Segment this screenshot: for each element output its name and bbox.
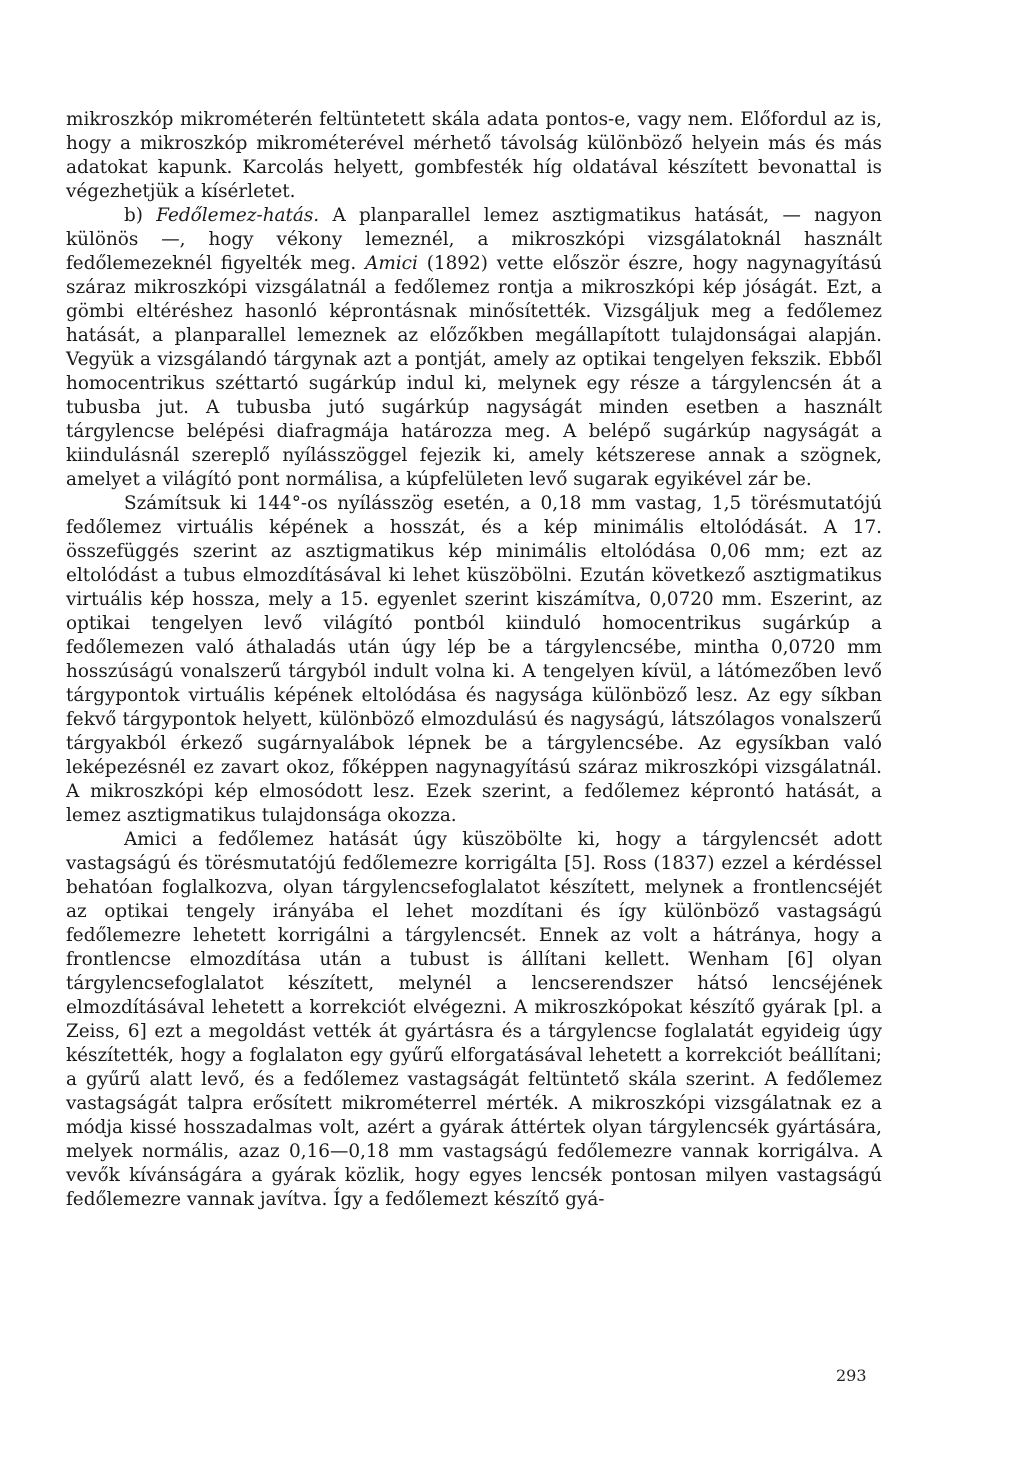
paragraph-2-text-continued: (1892) vette először észre, hogy nagynagyítású száraz mikroszkópi vizsgálatnál a fedőlemez rontja a mikroszkópi kép jóságát. Ezt, a gömbi eltéréshez hasonló képrontásnak minősítették. Vizsgáljuk meg a fedőlemez hatását, a planparallel lemeznek az előzőkben megállapított tulajdonságai alapján. Vegyük a vizsgálandó tárgynak azt a pontját, amely az optikai tengelyen fekszik. Ebből homocentrikus széttartó sugárkúp indul ki, melynek egy része a tárgylencsén át a tubusba jut. A tubusba jutó sugárkúp nagyságát minden esetben a használt tárgylencse belépési diafragmája határozza meg. A belépő sugárkúp nagyságát a kiindulásnál szereplő nyílásszöggel fejezik ki, amely kétszerese annak a szögnek, amelyet a világító pont normálisa, a kúpfelületen levő sugarak egyikével zár be. xyxy=(66,253,882,490)
paragraph-3-text: Számítsuk ki 144°-os nyílásszög esetén, a 0,18 mm vastag, 1,5 törésmutatójú fedőlemez virtuális képének a hosszát, és a kép minimális eltolódását. A 17. összefüggés szerint az asztigmatikus kép minimális eltolódása 0,06 mm; ezt az eltolódást a tubus elmozdításával ki lehet küszöbölni. Ezután következő asztigmatikus virtuális kép hossza, mely a 15. egyenlet szerint kiszámítva, 0,0720 mm. Eszerint, az optikai tengelyen levő világító pontból kiinduló homocentrikus sugárkúp a fedőlemezen való áthaladás után úgy lép be a tárgylencsébe, mintha 0,0720 mm hosszúságú vonalszerű tárgyból indult volna ki. A tengelyen kívül, a látómezőben levő tárgypontok virtuális képének eltolódása és nagysága különböző lesz. Az egy síkban fekvő tárgypontok helyett, különböző elmozdulású és nagyságú, látszólagos vonalszerű tárgyakból érkező sugárnyalábok lépnek be a tárgylencsébe. Az egysíkban való leképezésnél ez zavart okoz, főképpen nagynagyítású száraz mikroszkópi vizsgálatnál. A mikroszkópi kép elmosódott lesz. Ezek szerint, a fedőlemez képrontó hatását, a lemez asztigmatikus tulajdonsága okozza. xyxy=(66,493,882,826)
section-label: b) xyxy=(124,205,157,226)
paragraph-2-text: A planparallel lemez asztigmatikus hatását, — nagyon különös —, hogy vékony lemeznél, a mikroszkópi vizsgálatoknál használt fedőlemezeknél figyelték meg. xyxy=(66,205,882,274)
section-heading: Fedőlemez-hatás. xyxy=(156,205,320,226)
paragraph-4-text: Amici a fedőlemez hatását úgy küszöbölte ki, hogy a tárgylencsét adott vastagságú és törésmutatójú fedőlemezre korrigálta [5]. Ross (1837) ezzel a kérdéssel behatóan foglalkozva, olyan tárgylencsefoglalatot készített, melynek a frontlencséjét az optikai tengely irányába el lehet mozdítani és így különböző vastagságú fedőlemezre lehetett korrigálni a tárgylencsét. Ennek az volt a hátránya, hogy a frontlencse elmozdítása után a tubust is állítani kellett. Wenham [6] olyan tárgylencsefoglalatot készített, melynél a lencserendszer hátsó lencséjének elmozdításával lehetett a korrekciót elvégezni. A mikroszkópokat készítő gyárak [pl. a Zeiss, 6] ezt a megoldást vették át gyártásra és a tárgylencse foglalatát egyideig úgy készítették, hogy a foglalaton egy gyűrű elforgatásával lehetett a korrekciót beállítani; a gyűrű alatt levő, és a fedőlemez vastagságát feltüntető skála szerint. A fedőlemez vastagságát talpra erősített mikrométerrel mérték. A mikroszkópi vizsgálatnak ez a módja kissé hosszadalmas volt, azért a gyárak áttértek olyan tárgylencsék gyártására, melyek normális, azaz 0,16—0,18 mm vastagságú fedőlemezre vannak korrigálva. A vevők kívánságára a gyárak közlik, hogy egyes lencsék pontosan milyen vastagságú fedőlemezre vannak javítva. Így a fedőlemezt készítő gyá- xyxy=(66,829,882,1210)
paragraph-1-text: mikroszkóp mikrométerén feltüntetett skála adata pontos-e, vagy nem. Előfordul az is, hogy a mikroszkóp mikrométerével mérhető távolság különböző helyein más és más adatokat kapunk. Karcolás helyett, gombfesték híg oldatával készített bevonattal is végezhetjük a kísérletet. xyxy=(66,109,882,202)
paragraph-1 xyxy=(66,108,882,204)
paragraph-4 xyxy=(66,828,882,1212)
author-name-amici: Amici xyxy=(365,253,418,274)
paragraph-3 xyxy=(66,492,882,828)
body-text xyxy=(66,108,882,1212)
paragraph-2 xyxy=(66,204,882,492)
page-number: 293 xyxy=(836,1366,867,1385)
